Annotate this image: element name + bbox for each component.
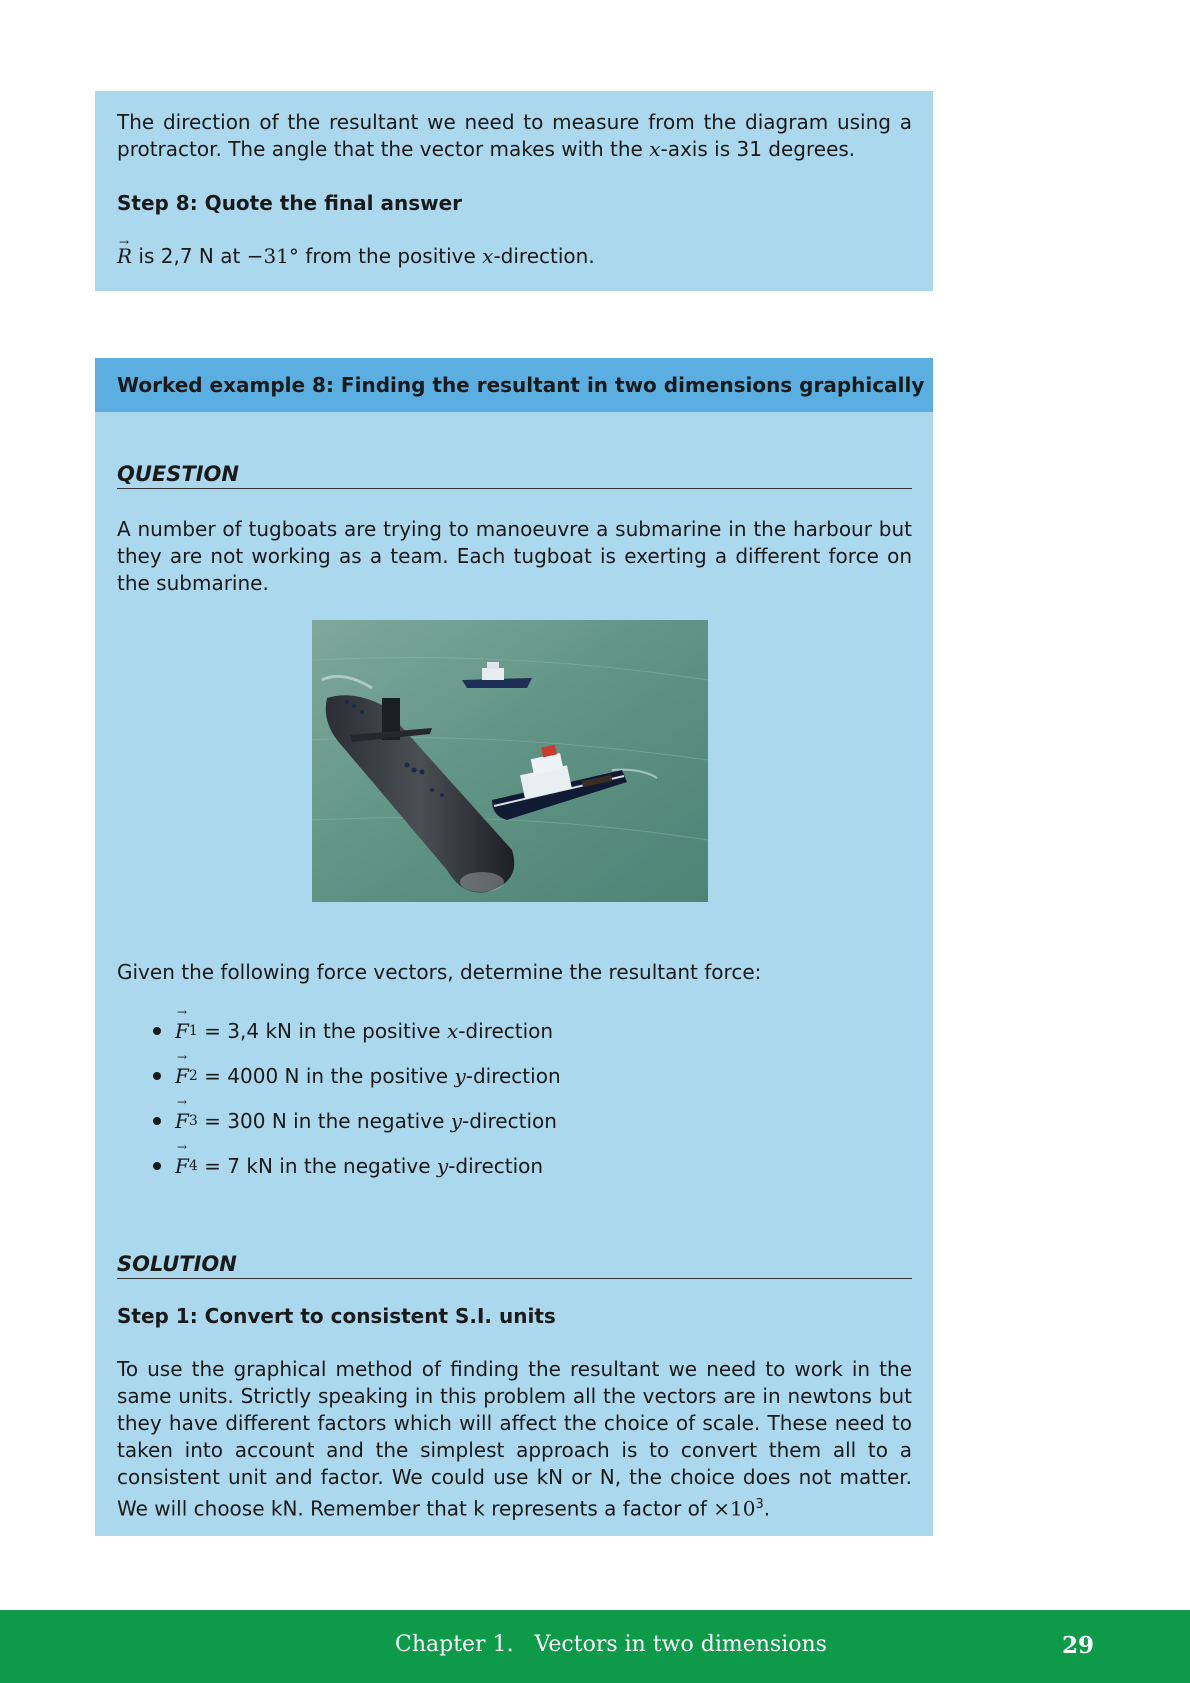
submarine-photo — [312, 620, 708, 902]
bullet-icon — [153, 1072, 161, 1080]
list-item: → F 3 = 300 N in the negative y -direction — [95, 1098, 933, 1143]
list-item: → F 2 = 4000 N in the positive y -direction — [95, 1053, 933, 1098]
chapter-title: Chapter 1. Vectors in two dimensions — [395, 1632, 827, 1657]
question-heading: QUESTION — [117, 462, 912, 489]
bullet-icon — [153, 1027, 161, 1035]
step8-title: Step 8: Quote the final answer — [117, 191, 462, 215]
bullet-icon — [153, 1117, 161, 1125]
force-list — [95, 1008, 933, 1188]
step1-title: Step 1: Convert to consistent S.I. units — [117, 1304, 556, 1328]
page-number: 29 — [1062, 1632, 1095, 1659]
worked-example-header: Worked example 8: Finding the resultant in two dimensions graphically — [95, 358, 933, 412]
continuation-box — [95, 91, 933, 291]
final-answer: → R is 2,7 N at −31° from the positive x-direction. — [117, 243, 595, 270]
list-item: → F 4 = 7 kN in the negative y -direction — [95, 1143, 933, 1188]
given-text: Given the following force vectors, determine the resultant force: — [117, 960, 762, 984]
bullet-icon — [153, 1162, 161, 1170]
solution-heading: SOLUTION — [117, 1252, 912, 1279]
question-text: A number of tugboats are trying to manoeuvre a submarine in the harbour but they are not working as a team. Each tugboat is exerting a different force on the submarine. — [117, 517, 912, 595]
list-item: → F 1 = 3,4 kN in the positive x -direction — [95, 1008, 933, 1053]
submarine-image — [312, 620, 708, 902]
worked-example-box — [95, 358, 933, 1536]
vector-r: → R — [117, 243, 132, 270]
direction-paragraph: The direction of the resultant we need to measure from the diagram using a protractor. The angle that the vector makes with the x-axis is 31 degrees. — [117, 110, 912, 161]
step1-text: To use the graphical method of finding the resultant we need to work in the same units. Strictly speaking in this problem all the vectors are in newtons but they have different factors which will affect the choice of scale. These need to taken into account and the simplest approach is to convert them all to a consistent unit and factor. We could use kN or N, the choice does not matter. We will choose kN. Remember that k represents a factor of $\times 10^3$. — [117, 1357, 912, 1521]
page-footer — [0, 1610, 1190, 1683]
